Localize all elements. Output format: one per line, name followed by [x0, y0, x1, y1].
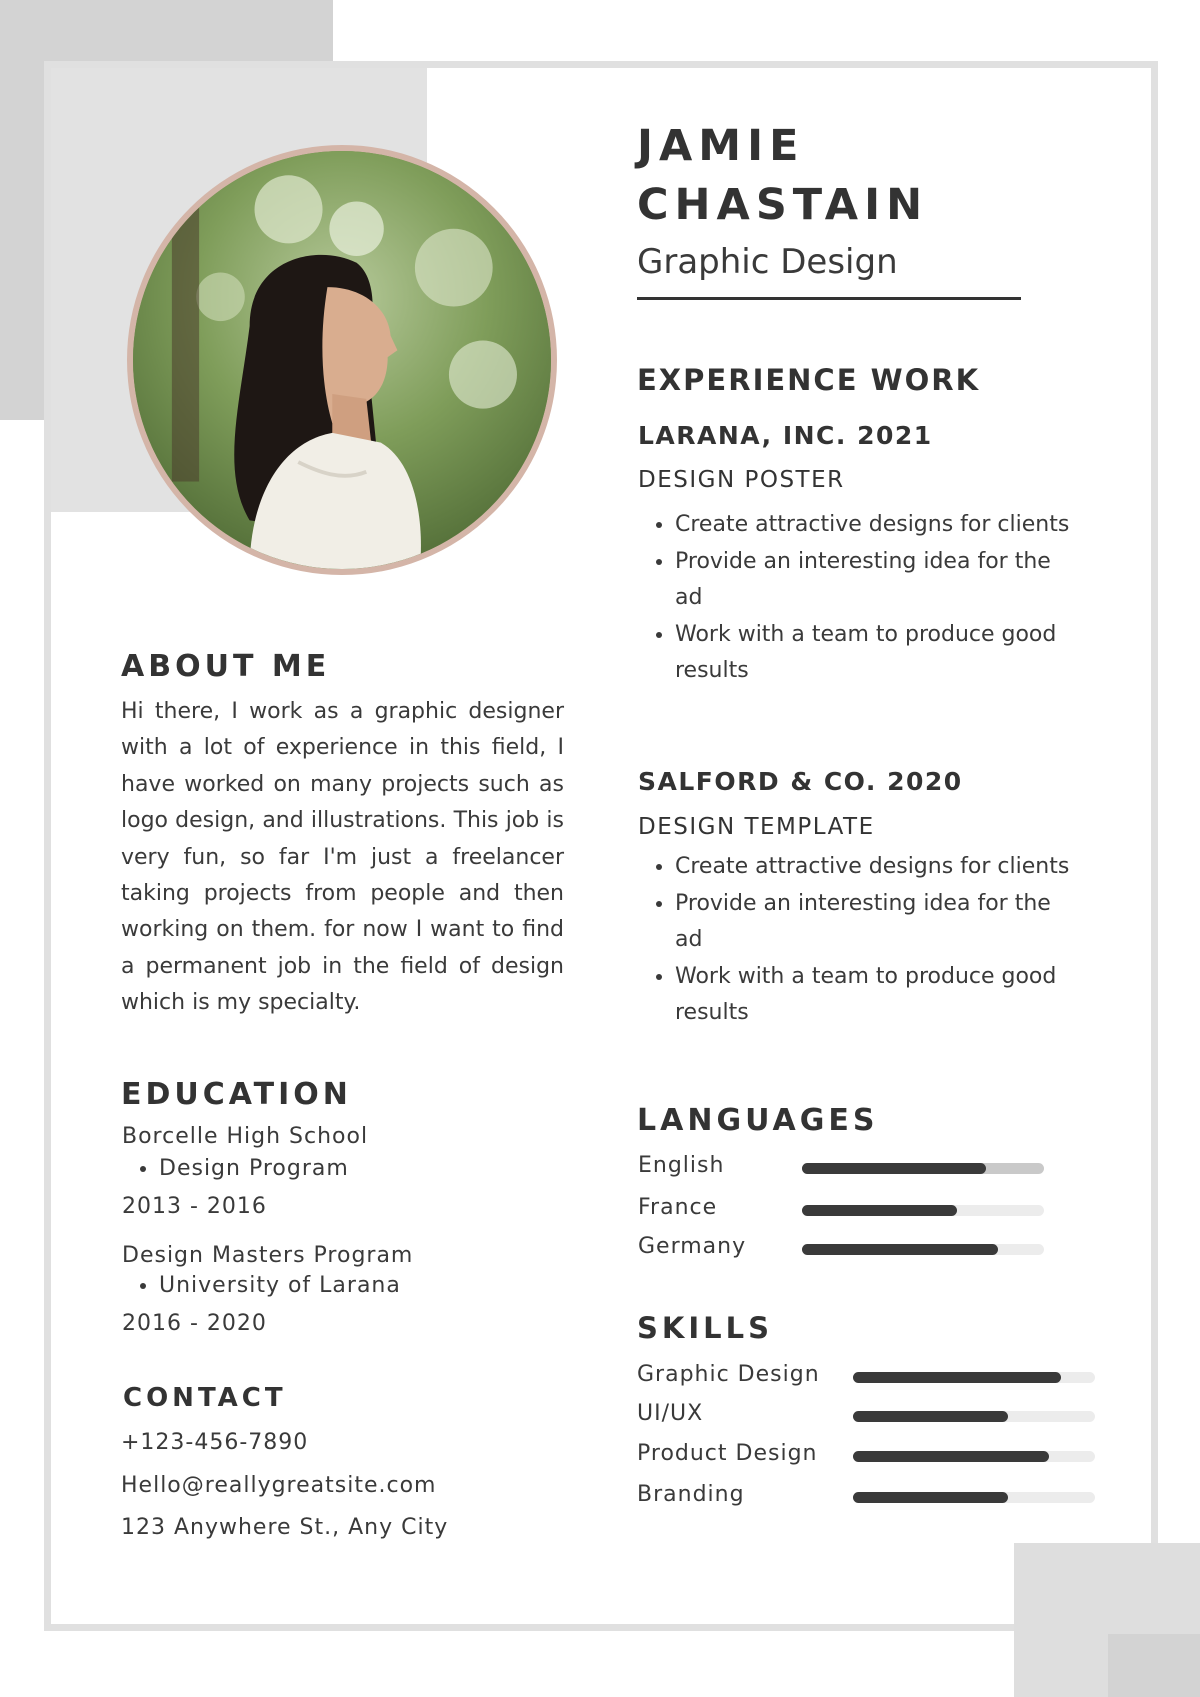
- portrait-illustration: [133, 151, 551, 569]
- job-duty: • Provide an interesting idea for the ad: [675, 544, 1075, 617]
- job-duty: • Provide an interesting idea for the ad: [675, 886, 1075, 959]
- skill-bar-fill: [853, 1411, 1008, 1422]
- contact-heading: CONTACT: [123, 1383, 287, 1413]
- skills-heading: SKILLS: [637, 1311, 773, 1345]
- language-bar-track: [802, 1163, 1044, 1174]
- education-details: [122, 1156, 349, 1181]
- language-bar-track: [802, 1205, 1044, 1216]
- language-label: France: [638, 1195, 718, 1220]
- job-role: DESIGN POSTER: [638, 467, 845, 493]
- language-bar-fill: [802, 1163, 986, 1174]
- skill-label: Graphic Design: [637, 1362, 820, 1387]
- job-duty: • Work with a team to produce good results: [675, 617, 1075, 690]
- job-title: Graphic Design: [637, 242, 898, 282]
- skill-bar-track: [853, 1411, 1095, 1422]
- language-bar-fill: [802, 1205, 957, 1216]
- language-bar-fill: [802, 1244, 998, 1255]
- education-details: [122, 1273, 401, 1298]
- language-label: Germany: [638, 1234, 747, 1259]
- skill-bar-fill: [853, 1492, 1008, 1503]
- decor-block-bottom-right-corner: [1108, 1634, 1200, 1697]
- contact-address: 123 Anywhere St., Any City: [121, 1515, 449, 1540]
- first-name: JAMIE: [637, 121, 805, 171]
- skill-bar-track: [853, 1451, 1095, 1462]
- education-school: Design Masters Program: [122, 1243, 414, 1268]
- language-label: English: [638, 1153, 725, 1178]
- skill-bar-fill: [853, 1451, 1049, 1462]
- job-duties: [638, 507, 1075, 690]
- languages-heading: LANGUAGES: [637, 1103, 879, 1138]
- skill-bar-track: [853, 1492, 1095, 1503]
- contact-phone: +123-456-7890: [121, 1430, 309, 1455]
- education-years: 2013 - 2016: [122, 1194, 267, 1219]
- education-detail: • Design Program: [159, 1156, 349, 1181]
- skill-label: Product Design: [637, 1441, 818, 1466]
- title-divider: [637, 297, 1021, 300]
- job-company: SALFORD & CO. 2020: [638, 767, 963, 796]
- profile-photo: [127, 145, 557, 575]
- experience-heading: EXPERIENCE WORK: [637, 363, 981, 397]
- job-duty: • Create attractive designs for clients: [675, 507, 1075, 544]
- contact-email: Hello@reallygreatsite.com: [121, 1473, 437, 1498]
- job-role: DESIGN TEMPLATE: [638, 814, 875, 840]
- language-bar-track: [802, 1244, 1044, 1255]
- skill-bar-fill: [853, 1372, 1061, 1383]
- job-company: LARANA, INC. 2021: [638, 421, 933, 450]
- skill-label: Branding: [637, 1482, 745, 1507]
- education-detail: • University of Larana: [159, 1273, 401, 1298]
- job-duty: • Create attractive designs for clients: [675, 849, 1075, 886]
- skill-label: UI/UX: [637, 1401, 704, 1426]
- education-heading: EDUCATION: [121, 1077, 352, 1112]
- about-text: Hi there, I work as a graphic designer with a lot of experience in this field, I have worked on many projects such as logo design, and illustrations. This job is very fun, so far I'm just a freelancer taking projects from people and then working on them. for now I want to find a permanent job in the field of design which is my specialty.: [121, 699, 564, 1016]
- skill-bar-track: [853, 1372, 1095, 1383]
- education-years: 2016 - 2020: [122, 1311, 267, 1336]
- job-duties: [638, 849, 1075, 1032]
- last-name: CHASTAIN: [637, 180, 929, 230]
- about-heading: ABOUT ME: [121, 649, 331, 684]
- education-school: Borcelle High School: [122, 1124, 369, 1149]
- job-duty: • Work with a team to produce good results: [675, 959, 1075, 1032]
